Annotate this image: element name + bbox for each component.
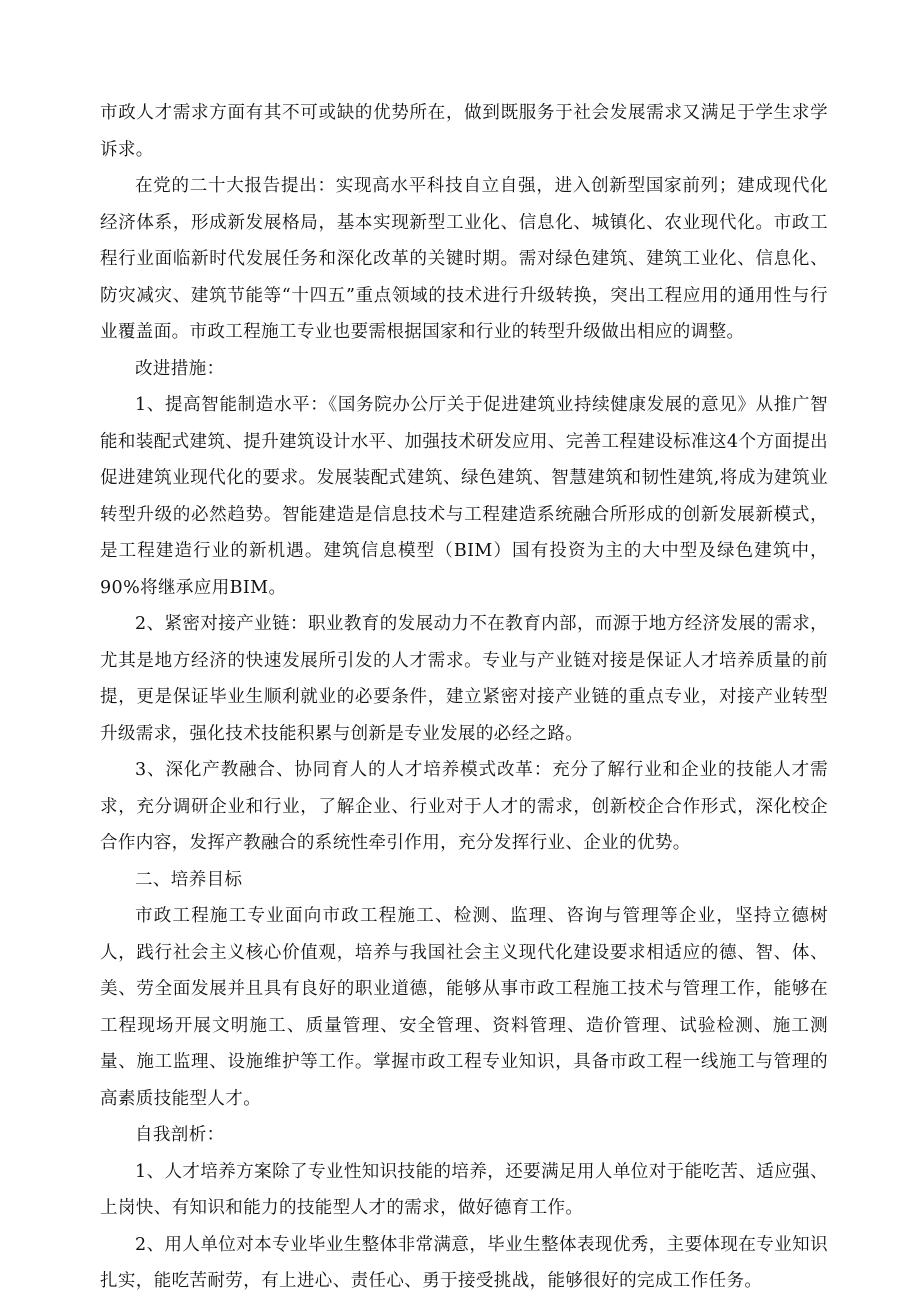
- list-item-industry-chain: 2、紧密对接产业链：职业教育的发展动力不在教育内部，而源于地方经济发展的需求，尤其是地方经济的快速发展所引发的人才需求。专业与产业链对接是保证人才培养质量的前提，更是保证毕业生顺利就业的必要条件，建立紧密对接产业链的重点专业，对接产业转型升级需求，强化技术技能积累与创新是专业发展的必经之路。: [100, 614, 828, 744]
- continued-paragraph: 市政人才需求方面有其不可或缺的优势所在，做到既服务于社会发展需求又满足于学生求学诉求。: [100, 103, 828, 160]
- subheading-improvement-measures: 改进措施：: [135, 358, 225, 379]
- list-item-training-plan: 1、人才培养方案除了专业性知识技能的培养，还要满足用人单位对于能吃苦、适应强、上岗快、有知识和能力的技能型人才的需求，做好德育工作。: [100, 1161, 828, 1218]
- section-heading-training-goals: 二、培养目标: [135, 869, 243, 890]
- list-item-industry-education: 3、深化产教融合、协同育人的人才培养模式改革：充分了解行业和企业的技能人才需求，充分调研企业和行业，了解企业、行业对于人才的需求，创新校企合作形式，深化校企合作内容，发挥产教融合的系统性牵引作用，充分发挥行业、企业的优势。: [100, 760, 828, 853]
- list-item-employer-satisfaction: 2、用人单位对本专业毕业生整体非常满意，毕业生整体表现优秀，主要体现在专业知识扎实，能吃苦耐劳，有上进心、责任心、勇于接受挑战，能够很好的完成工作任务。: [100, 1234, 828, 1291]
- paragraph-twentieth-congress: 在党的二十大报告提出：实现高水平科技自立自强，进入创新型国家前列；建成现代化经济体系，形成新发展格局，基本实现新型工业化、信息化、城镇化、农业现代化。市政工程行业面临新时代发展任务和深化改革的关键时期。需对绿色建筑、建筑工业化、信息化、防灾减灾、建筑节能等“十四五”重点领域的技术进行升级转换，突出工程应用的通用性与行业覆盖面。市政工程施工专业也要需根据国家和行业的转型升级做出相应的调整。: [100, 176, 828, 342]
- list-item-intelligent-manufacturing: 1、提高智能制造水平：《国务院办公厅关于促进建筑业持续健康发展的意见》从推广智能和装配式建筑、提升建筑设计水平、加强技术研发应用、完善工程建设标准这4个方面提出促进建筑业现代化的要求。发展装配式建筑、绿色建筑、智慧建筑和韧性建筑,将成为建筑业转型升级的必然趋势。智能建造是信息技术与工程建造系统融合所形成的创新发展新模式，是工程建造行业的新机遇。建筑信息模型（BIM）国有投资为主的大中型及绿色建筑中，90%将继承应用BIM。: [100, 395, 828, 598]
- document-page: [100, 95, 828, 1300]
- subheading-self-analysis: 自我剖析：: [135, 1125, 225, 1145]
- paragraph-training-goals: 市政工程施工专业面向市政工程施工、检测、监理、咨询与管理等企业，坚持立德树人，践行社会主义核心价值观，培养与我国社会主义现代化建设要求相适应的德、智、体、美、劳全面发展并且具有良好的职业道德，能够从事市政工程施工技术与管理工作，能够在工程现场开展文明施工、质量管理、安全管理、资料管理、造价管理、试验检测、施工测量、施工监理、设施维护等工作。掌握市政工程专业知识，具备市政工程一线施工与管理的高素质技能型人才。: [100, 906, 828, 1109]
